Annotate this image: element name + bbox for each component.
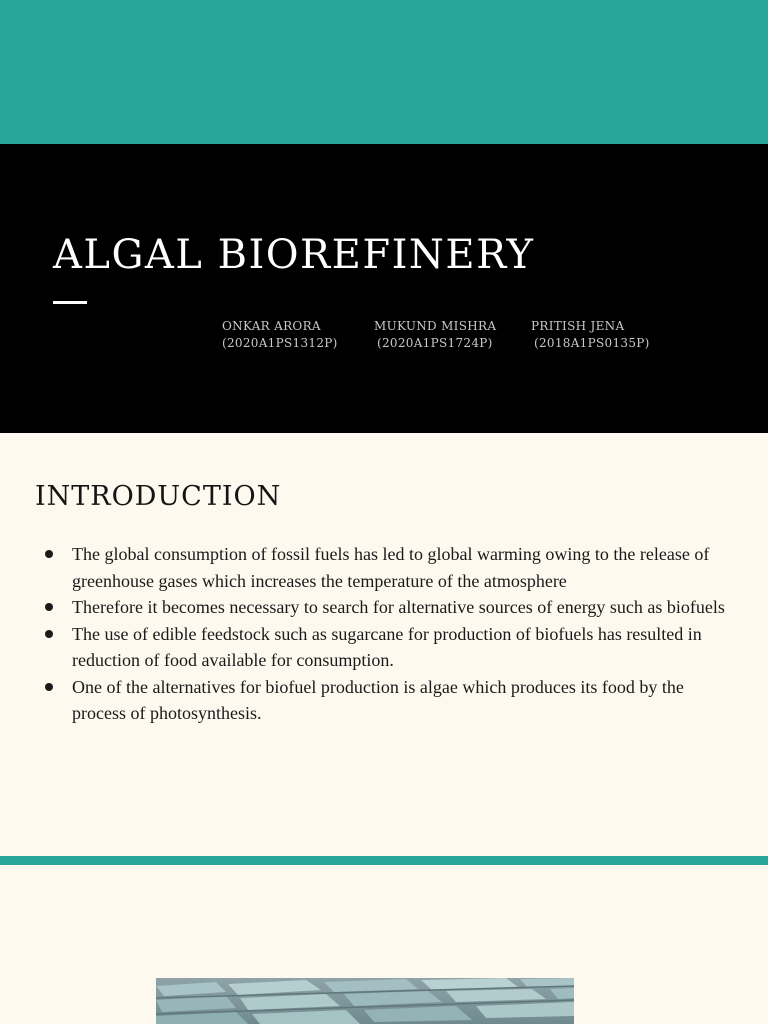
bullet-text: The global consumption of fossil fuels has led to global warming owing to the release of greenhouse gases which increases the temperature of the atmosphere [72, 544, 710, 591]
slide-divider [0, 856, 768, 865]
bullet-dot-icon [45, 630, 53, 638]
bullet-dot-icon [45, 683, 53, 691]
bullet-dot-icon [45, 550, 53, 558]
author-name: MUKUND MISHRA [374, 319, 497, 333]
author-2 [374, 318, 496, 352]
bullet-item [36, 621, 736, 674]
algae-raceway-pond-photo [156, 978, 574, 1024]
bullet-text: Therefore it becomes necessary to search for alternative sources of energy such as biofuels [72, 597, 725, 617]
author-1 [222, 318, 338, 352]
introduction-slide [0, 433, 768, 856]
author-id: (2020A1PS1312P) [222, 336, 338, 350]
author-id: (2018A1PS0135P) [534, 336, 650, 350]
author-name: ONKAR ARORA [222, 319, 321, 333]
author-3 [531, 318, 650, 352]
author-id: (2020A1PS1724P) [377, 336, 493, 350]
author-name: PRITISH JENA [531, 319, 625, 333]
next-slide [0, 865, 768, 1024]
bullet-dot-icon [45, 603, 53, 611]
bullet-item [36, 541, 736, 594]
top-accent-band [0, 0, 768, 144]
title-slide [0, 144, 768, 433]
bullet-item [36, 594, 736, 621]
bullet-text: One of the alternatives for biofuel production is algae which produces its food by the process of photosynthesis. [72, 676, 684, 723]
introduction-heading: INTRODUCTION [35, 481, 282, 512]
bullet-item [36, 674, 736, 727]
bullet-text: The use of edible feedstock such as sugarcane for production of biofuels has resulted in reduction of food available for consumption. [72, 623, 702, 670]
introduction-bullet-list [36, 541, 736, 727]
title-underline [53, 301, 87, 304]
slide-title: ALGAL BIOREFINERY [53, 232, 535, 278]
